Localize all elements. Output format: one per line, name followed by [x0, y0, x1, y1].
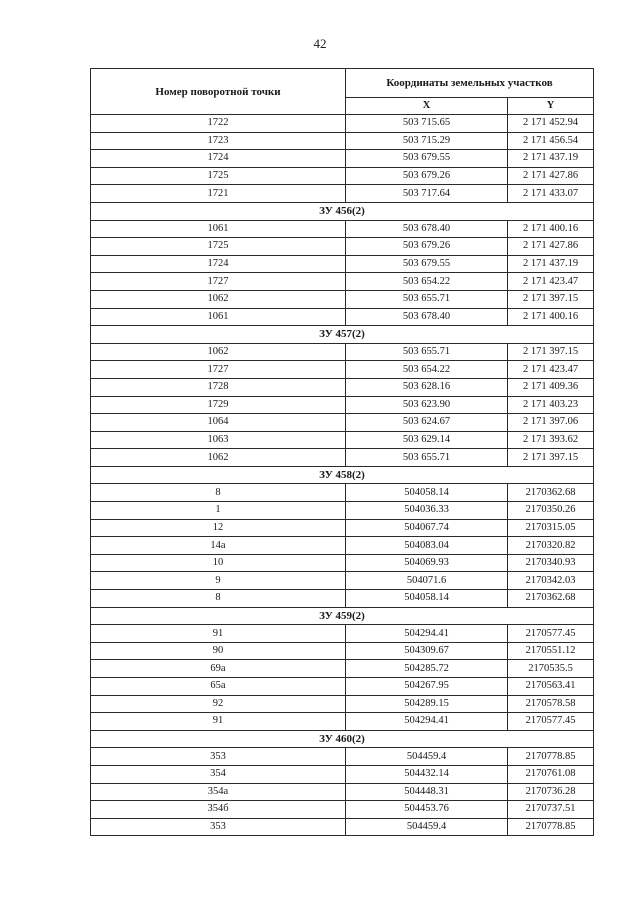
- x-coordinate-cell: 504294.41: [346, 625, 508, 643]
- y-coordinate-cell: 2170736.28: [508, 783, 594, 801]
- y-coordinate-cell: 2 171 452.94: [508, 115, 594, 133]
- x-coordinate-cell: 504071.6: [346, 572, 508, 590]
- y-coordinate-cell: 2170577.45: [508, 625, 594, 643]
- section-row: [91, 730, 594, 748]
- point-number-cell: 1725: [91, 238, 346, 256]
- x-coordinate-cell: 503 655.71: [346, 449, 508, 467]
- section-title: ЗУ 459(2): [91, 607, 594, 625]
- x-coordinate-cell: 503 715.65: [346, 115, 508, 133]
- table-row: [91, 590, 594, 608]
- x-coordinate-cell: 503 679.55: [346, 150, 508, 168]
- y-coordinate-cell: 2 171 437.19: [508, 255, 594, 273]
- table-row: [91, 290, 594, 308]
- table-row: [91, 449, 594, 467]
- x-column-header: X: [346, 97, 508, 114]
- y-coordinate-cell: 2170778.85: [508, 748, 594, 766]
- y-coordinate-cell: 2 171 397.15: [508, 449, 594, 467]
- table-row: [91, 519, 594, 537]
- section-row: [91, 466, 594, 484]
- coordinates-table: [90, 68, 594, 836]
- y-coordinate-cell: 2 171 397.15: [508, 290, 594, 308]
- y-coordinate-cell: 2 171 423.47: [508, 361, 594, 379]
- x-coordinate-cell: 503 679.55: [346, 255, 508, 273]
- point-number-cell: 1064: [91, 414, 346, 432]
- point-number-cell: 1062: [91, 343, 346, 361]
- y-coordinate-cell: 2 171 400.16: [508, 308, 594, 326]
- y-coordinate-cell: 2170362.68: [508, 590, 594, 608]
- point-number-cell: 14а: [91, 537, 346, 555]
- y-coordinate-cell: 2170578.58: [508, 695, 594, 713]
- point-number-cell: 1063: [91, 431, 346, 449]
- y-coordinate-cell: 2 171 427.86: [508, 238, 594, 256]
- y-coordinate-cell: 2 171 400.16: [508, 220, 594, 238]
- point-number-cell: 91: [91, 625, 346, 643]
- y-column-header: Y: [508, 97, 594, 114]
- y-coordinate-cell: 2170551.12: [508, 642, 594, 660]
- table-row: [91, 678, 594, 696]
- y-coordinate-cell: 2 171 397.06: [508, 414, 594, 432]
- x-coordinate-cell: 504448.31: [346, 783, 508, 801]
- y-coordinate-cell: 2 171 456.54: [508, 132, 594, 150]
- y-coordinate-cell: 2170761.08: [508, 765, 594, 783]
- table-row: [91, 713, 594, 731]
- section-row: [91, 326, 594, 344]
- y-coordinate-cell: 2170737.51: [508, 801, 594, 819]
- x-coordinate-cell: 503 628.16: [346, 378, 508, 396]
- coordinates-body: [91, 115, 594, 836]
- point-number-cell: 90: [91, 642, 346, 660]
- point-number-cell: 1729: [91, 396, 346, 414]
- x-coordinate-cell: 504067.74: [346, 519, 508, 537]
- table-row: [91, 554, 594, 572]
- table-row: [91, 396, 594, 414]
- table-row: [91, 431, 594, 449]
- y-coordinate-cell: 2 171 437.19: [508, 150, 594, 168]
- y-coordinate-cell: 2170563.41: [508, 678, 594, 696]
- x-coordinate-cell: 504083.04: [346, 537, 508, 555]
- table-row: [91, 642, 594, 660]
- table-row: [91, 343, 594, 361]
- point-number-cell: 1: [91, 502, 346, 520]
- point-number-cell: 92: [91, 695, 346, 713]
- table-row: [91, 115, 594, 133]
- x-coordinate-cell: 504309.67: [346, 642, 508, 660]
- y-coordinate-cell: 2 171 433.07: [508, 185, 594, 203]
- x-coordinate-cell: 503 654.22: [346, 361, 508, 379]
- table-row: [91, 378, 594, 396]
- x-coordinate-cell: 503 679.26: [346, 167, 508, 185]
- table-row: [91, 238, 594, 256]
- x-coordinate-cell: 504267.95: [346, 678, 508, 696]
- table-row: [91, 150, 594, 168]
- point-number-cell: 8: [91, 590, 346, 608]
- point-number-cell: 1062: [91, 290, 346, 308]
- x-coordinate-cell: 503 624.67: [346, 414, 508, 432]
- table-row: [91, 308, 594, 326]
- y-coordinate-cell: 2 171 393.62: [508, 431, 594, 449]
- table-row: [91, 765, 594, 783]
- page-number: 42: [313, 36, 327, 51]
- x-coordinate-cell: 504459.4: [346, 818, 508, 836]
- x-coordinate-cell: 503 655.71: [346, 290, 508, 308]
- y-coordinate-cell: 2 171 409.36: [508, 378, 594, 396]
- table-row: [91, 185, 594, 203]
- point-number-header: Номер поворотной точки: [91, 69, 346, 115]
- point-number-cell: 8: [91, 484, 346, 502]
- y-coordinate-cell: 2170535.5: [508, 660, 594, 678]
- section-title: ЗУ 457(2): [91, 326, 594, 344]
- point-number-cell: 1062: [91, 449, 346, 467]
- y-coordinate-cell: 2 171 397.15: [508, 343, 594, 361]
- table-row: [91, 273, 594, 291]
- table-row: [91, 220, 594, 238]
- section-row: [91, 607, 594, 625]
- x-coordinate-cell: 504058.14: [346, 590, 508, 608]
- section-title: ЗУ 456(2): [91, 202, 594, 220]
- y-coordinate-cell: 2170315.05: [508, 519, 594, 537]
- point-number-cell: 1724: [91, 150, 346, 168]
- x-coordinate-cell: 504459.4: [346, 748, 508, 766]
- coordinates-header: Координаты земельных участков: [346, 69, 594, 98]
- x-coordinate-cell: 504453.76: [346, 801, 508, 819]
- point-number-cell: 1725: [91, 167, 346, 185]
- table-row: [91, 818, 594, 836]
- table-row: [91, 484, 594, 502]
- y-coordinate-cell: 2 171 403.23: [508, 396, 594, 414]
- point-number-cell: 12: [91, 519, 346, 537]
- y-coordinate-cell: 2 171 427.86: [508, 167, 594, 185]
- x-coordinate-cell: 503 715.29: [346, 132, 508, 150]
- x-coordinate-cell: 503 655.71: [346, 343, 508, 361]
- table-row: [91, 783, 594, 801]
- point-number-cell: 354б: [91, 801, 346, 819]
- point-number-cell: 10: [91, 554, 346, 572]
- table-row: [91, 414, 594, 432]
- x-coordinate-cell: 503 679.26: [346, 238, 508, 256]
- x-coordinate-cell: 503 623.90: [346, 396, 508, 414]
- point-number-cell: 65а: [91, 678, 346, 696]
- point-number-cell: 353: [91, 748, 346, 766]
- x-coordinate-cell: 503 717.64: [346, 185, 508, 203]
- section-title: ЗУ 460(2): [91, 730, 594, 748]
- table-row: [91, 255, 594, 273]
- x-coordinate-cell: 504285.72: [346, 660, 508, 678]
- point-number-cell: 1728: [91, 378, 346, 396]
- table-row: [91, 132, 594, 150]
- point-number-cell: 69а: [91, 660, 346, 678]
- x-coordinate-cell: 504289.15: [346, 695, 508, 713]
- table-row: [91, 695, 594, 713]
- x-coordinate-cell: 503 629.14: [346, 431, 508, 449]
- table-row: [91, 748, 594, 766]
- y-coordinate-cell: 2170778.85: [508, 818, 594, 836]
- table-row: [91, 167, 594, 185]
- x-coordinate-cell: 503 654.22: [346, 273, 508, 291]
- y-coordinate-cell: 2170350.26: [508, 502, 594, 520]
- y-coordinate-cell: 2170362.68: [508, 484, 594, 502]
- point-number-cell: 9: [91, 572, 346, 590]
- y-coordinate-cell: 2170577.45: [508, 713, 594, 731]
- y-coordinate-cell: 2 171 423.47: [508, 273, 594, 291]
- table-row: [91, 625, 594, 643]
- point-number-cell: 1727: [91, 361, 346, 379]
- point-number-cell: 1723: [91, 132, 346, 150]
- x-coordinate-cell: 504432.14: [346, 765, 508, 783]
- x-coordinate-cell: 504036.33: [346, 502, 508, 520]
- table-row: [91, 572, 594, 590]
- point-number-cell: 1727: [91, 273, 346, 291]
- point-number-cell: 354: [91, 765, 346, 783]
- y-coordinate-cell: 2170320.82: [508, 537, 594, 555]
- x-coordinate-cell: 504069.93: [346, 554, 508, 572]
- point-number-cell: 353: [91, 818, 346, 836]
- point-number-cell: 1724: [91, 255, 346, 273]
- y-coordinate-cell: 2170342.03: [508, 572, 594, 590]
- section-title: ЗУ 458(2): [91, 466, 594, 484]
- table-row: [91, 537, 594, 555]
- y-coordinate-cell: 2170340.93: [508, 554, 594, 572]
- x-coordinate-cell: 504058.14: [346, 484, 508, 502]
- table-row: [91, 801, 594, 819]
- table-row: [91, 361, 594, 379]
- point-number-cell: 1061: [91, 308, 346, 326]
- x-coordinate-cell: 503 678.40: [346, 308, 508, 326]
- table-row: [91, 660, 594, 678]
- point-number-cell: 1061: [91, 220, 346, 238]
- point-number-cell: 1722: [91, 115, 346, 133]
- section-row: [91, 202, 594, 220]
- point-number-cell: 1721: [91, 185, 346, 203]
- point-number-cell: 354а: [91, 783, 346, 801]
- table-row: [91, 502, 594, 520]
- x-coordinate-cell: 503 678.40: [346, 220, 508, 238]
- x-coordinate-cell: 504294.41: [346, 713, 508, 731]
- point-number-cell: 91: [91, 713, 346, 731]
